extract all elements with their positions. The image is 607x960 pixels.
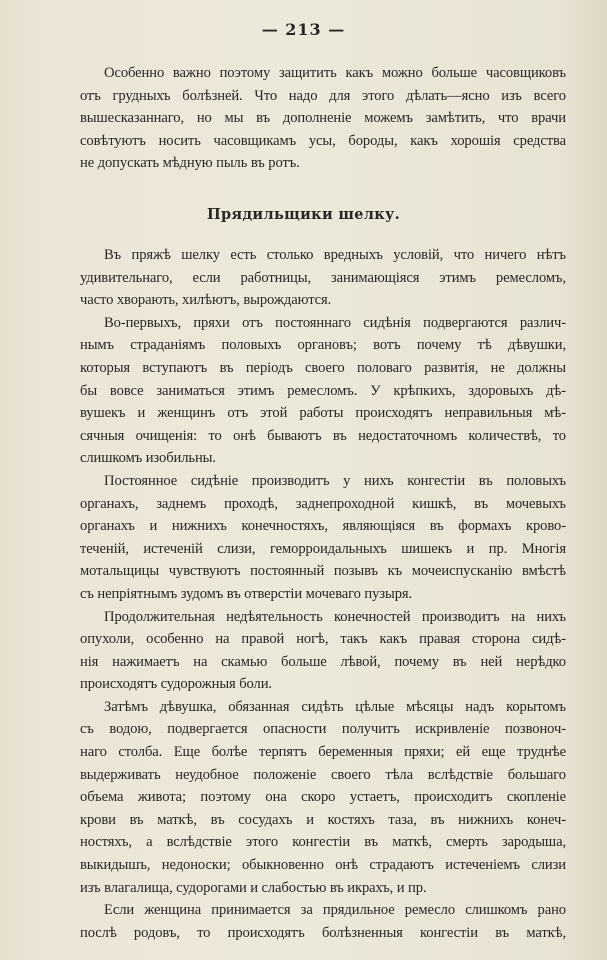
text-line: объема живота; поэтому она скоро устаетъ, происходитъ скопленіе bbox=[80, 789, 566, 806]
paragraph bbox=[80, 244, 566, 312]
text-line: вышесказаннаго, но мы въ дополненіе можемъ замѣтить, что врачи bbox=[80, 110, 566, 127]
text-line: крови въ маткѣ, въ сосудахъ и костяхъ таза, въ нижнихъ конеч- bbox=[80, 811, 566, 828]
paragraph bbox=[80, 606, 566, 696]
text-line: слишкомъ изобильны. bbox=[80, 450, 216, 467]
text-line: удивительнаго, если работницы, занимающіяся этимъ ремесломъ, bbox=[80, 269, 566, 286]
text-line: органахъ и нижнихъ конечностяхъ, являющіяся въ формахъ крово- bbox=[80, 518, 566, 535]
text-line: Въ пряжѣ шелку есть столько вредныхъ условій, что ничего нѣтъ bbox=[104, 247, 566, 263]
page-number: — 213 — bbox=[261, 20, 346, 39]
text-line: изъ влагалища, судорогами и слабостью въ икрахъ, и пр. bbox=[80, 879, 427, 896]
text-line: опухоли, особенно на правой ногѣ, такъ какъ правая сторона сидѣ- bbox=[80, 631, 566, 648]
text-line: ностяхъ, а вслѣдствіе этого конгестіи въ маткѣ, смерть зародыша, bbox=[80, 834, 566, 851]
intro-paragraph bbox=[80, 62, 566, 175]
text-line: съ непріятнымъ зудомъ въ отверстіи мочеваго пузыря. bbox=[80, 585, 413, 602]
text-line: сячныя очищенія: то онѣ бываютъ въ недостаточномъ количествѣ, то bbox=[80, 427, 566, 444]
text-line: бы вовсе заниматься этимъ ремесломъ. У крѣпкихъ, здоровыхъ дѣ- bbox=[80, 382, 566, 399]
text-line: отъ грудныхъ болѣзней. Что надо для этого дѣлать—ясно изъ всего bbox=[80, 87, 566, 104]
text-line: Особенно важно поэтому защитить какъ можно больше часовщиковъ bbox=[104, 65, 566, 81]
text-line: выкидышъ, недоноски; обыкновенно онѣ страдаютъ истеченіемъ слизи bbox=[80, 857, 566, 874]
text-line: которыя вступаютъ въ періодъ своего половаго развитія, не должны bbox=[80, 359, 566, 376]
paragraph bbox=[80, 470, 566, 606]
paragraph bbox=[80, 312, 566, 470]
section-body bbox=[80, 244, 566, 944]
text-line: совѣтуютъ носить часовщикамъ усы, бороды, какъ хорошія средства bbox=[80, 132, 566, 149]
section-heading: Прядильщики шелку. bbox=[207, 206, 400, 223]
text-line: нымъ страданіямъ половыхъ органовъ; вотъ почему тѣ дѣвушки, bbox=[80, 337, 566, 354]
text-line: не допускать мѣдную пыль въ ротъ. bbox=[80, 155, 300, 172]
paragraph bbox=[80, 696, 566, 899]
text-line: часто хворають, хилѣютъ, вырождаются. bbox=[80, 292, 332, 309]
text-line: вушекъ и женщинъ отъ этой работы происходятъ неправильныя мѣ- bbox=[80, 405, 566, 422]
text-line: происходятъ судорожныя боли. bbox=[80, 676, 272, 693]
text-line: Во-первыхъ, пряхи отъ постояннаго сидѣнія подвергаются различ- bbox=[104, 314, 566, 331]
text-line: Постоянное сидѣніе производитъ у нихъ конгестіи въ половыхъ bbox=[104, 472, 566, 489]
text-line: Затѣмъ дѣвушка, обязанная сидѣть цѣлые мѣсяцы надъ корытомъ bbox=[104, 698, 566, 715]
text-line: выдерживать неудобное положеніе своего тѣла вслѣдствіе большаго bbox=[80, 766, 566, 783]
text-line: наго столба. Еще болѣе терпятъ беременныя пряхи; ей еще труднѣе bbox=[80, 744, 566, 761]
text-line: органахъ, заднемъ проходѣ, заднепроходной кишкѣ, въ мочевыхъ bbox=[80, 495, 566, 512]
text-line: съ водою, подвергается опасности получитъ искривленіе позвоноч- bbox=[80, 721, 566, 738]
paragraph bbox=[80, 899, 566, 944]
text-line: теченій, истеченій слизи, геморроидальныхъ шишекъ и пр. Многія bbox=[80, 540, 566, 557]
text-line: Если женщина принимается за прядильное ремесло слишкомъ рано bbox=[104, 902, 566, 919]
text-line: мотальщицы чувствуютъ постоянный позывъ къ мочеиспусканію вмѣстѣ bbox=[80, 563, 566, 580]
text-line: послѣ родовъ, то происходятъ болѣзненныя конгестіи въ маткѣ, bbox=[80, 924, 566, 941]
text-line: Продолжительная недѣятельность конечностей производитъ на нихъ bbox=[104, 608, 566, 625]
text-line: нія нажимаетъ на скамью больше лѣвой, почему въ ней нерѣдко bbox=[80, 653, 566, 670]
